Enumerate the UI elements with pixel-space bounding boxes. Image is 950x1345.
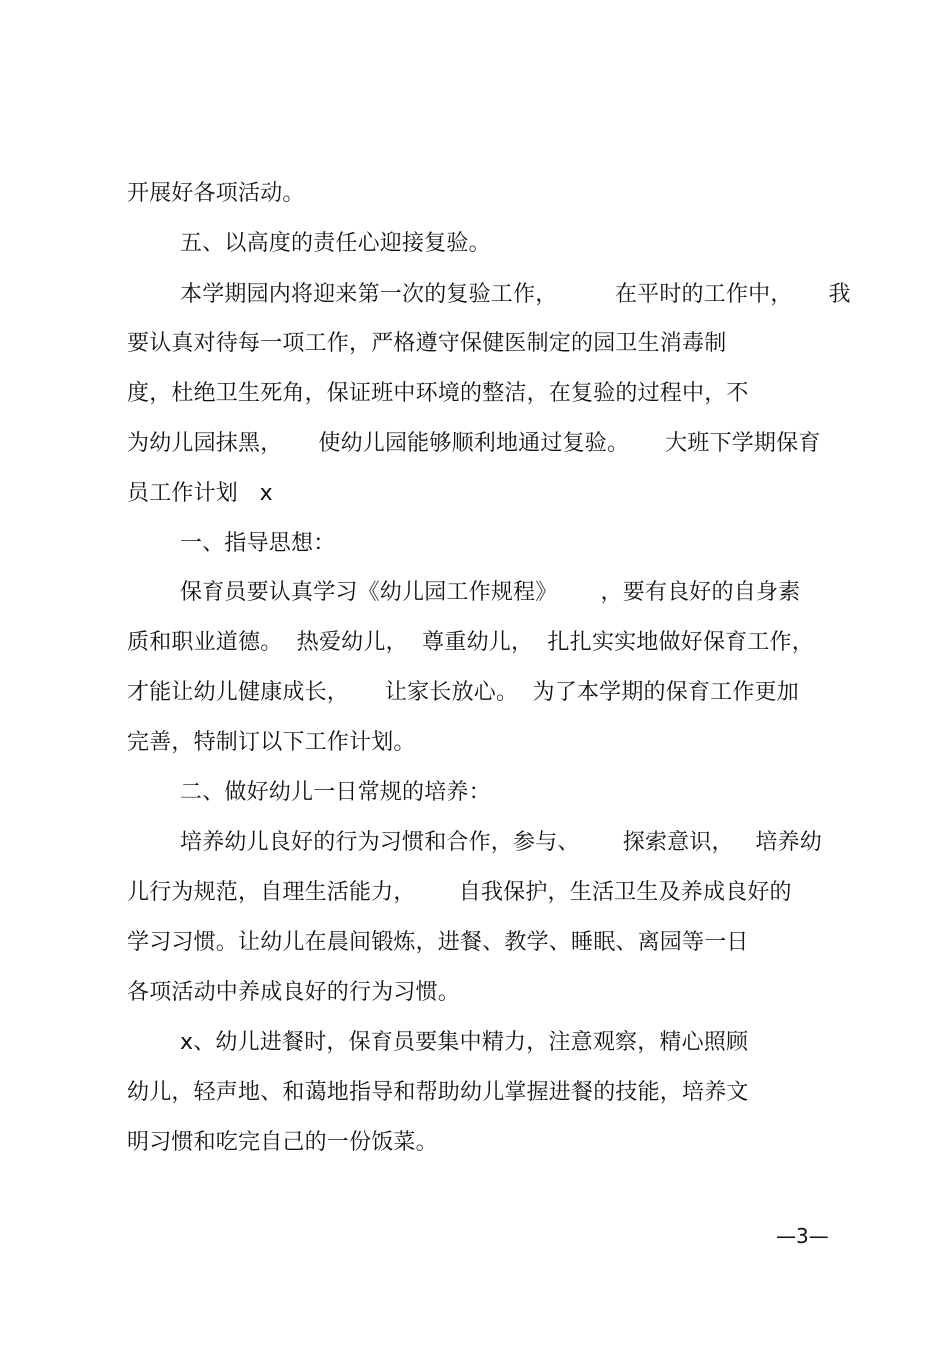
text-line: 为幼儿园抹黑， 使幼儿园能够顺利地通过复验。 大班下学期保育 [127, 431, 821, 456]
text-line: 开展好各项活动。 [127, 181, 305, 206]
section-heading: 五、以高度的责任心迎接复验。 [180, 231, 491, 256]
text-line: 保育员要认真学习《幼儿园工作规程》 ，要有良好的自身素 [180, 580, 801, 605]
text-line: 质和职业道德。 热爱幼儿， 尊重幼儿， 扎扎实实地做好保育工作， [127, 630, 814, 655]
text-line: 本学期园内将迎来第一次的复验工作， 在平时的工作中， 我 [180, 282, 851, 307]
text-line: 员工作计划 x [127, 481, 273, 506]
text-line: 要认真对待每一项工作，严格遵守保健医制定的园卫生消毒制 [127, 331, 727, 356]
text-line: 各项活动中养成良好的行为习惯。 [127, 980, 461, 1005]
section-heading: 二、做好幼儿一日常规的培养： [180, 780, 491, 805]
text-line: 幼儿，轻声地、和蔼地指导和帮助幼儿掌握进餐的技能，培养文 [127, 1080, 749, 1105]
section-heading: 一、指导思想： [180, 531, 336, 556]
text-line: 度，杜绝卫生死角，保证班中环境的整洁，在复验的过程中，不 [127, 381, 749, 406]
text-line: 才能让幼儿健康成长， 让家长放心。 为了本学期的保育工作更加 [127, 680, 799, 705]
text-line: 培养幼儿良好的行为习惯和合作，参与、 探索意识， 培养幼 [180, 830, 822, 855]
text-line: 完善，特制订以下工作计划。 [127, 730, 416, 755]
text-line: x、幼儿进餐时，保育员要集中精力，注意观察，精心照顾 [180, 1030, 749, 1055]
text-line: 学习习惯。让幼儿在晨间锻炼，进餐、教学、睡眠、离园等一日 [127, 930, 749, 955]
text-line: 明习惯和吃完自己的一份饭菜。 [127, 1130, 438, 1155]
text-line: 儿行为规范，自理生活能力， 自我保护，生活卫生及养成良好的 [127, 880, 792, 905]
page-number: —3— [776, 1224, 829, 1248]
